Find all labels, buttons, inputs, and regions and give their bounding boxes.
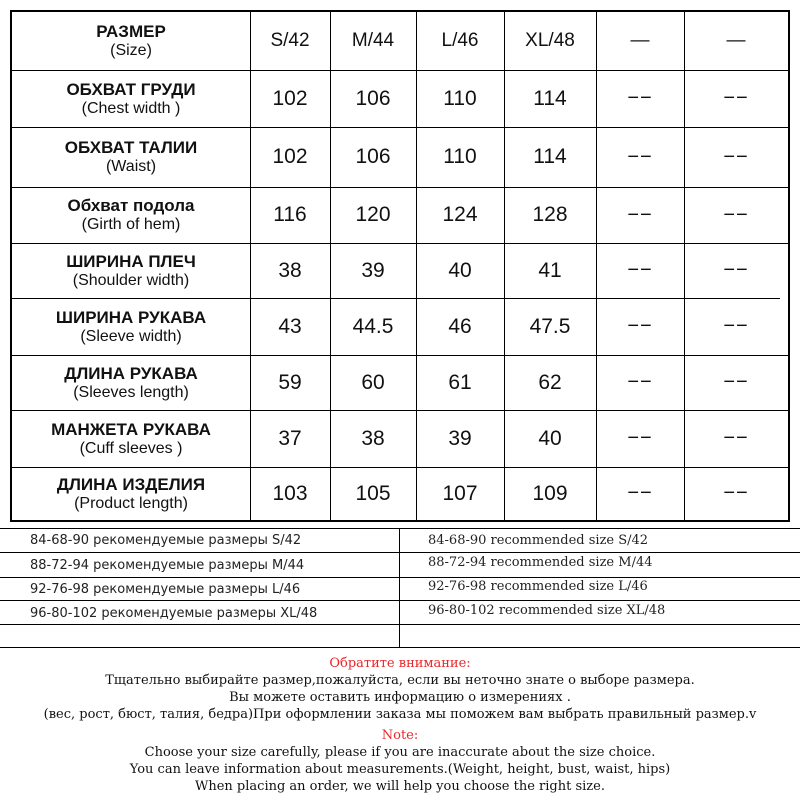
size-header-cell: M/44 (351, 30, 395, 51)
grid-line (0, 647, 800, 648)
size-header-row (12, 12, 788, 70)
row-label (12, 70, 250, 127)
table-cell: 61 (448, 370, 472, 394)
table-cell: 114 (533, 86, 567, 110)
label-en: (Size) (110, 42, 152, 59)
grid-line (0, 528, 800, 529)
table-row (12, 410, 788, 467)
recommendation-ru: 92-76-98 рекомендуемые размеры L/46 (30, 582, 301, 597)
row-label (12, 410, 250, 467)
grid-line (0, 552, 800, 553)
recommended-size-table (0, 528, 800, 648)
grid-line (0, 600, 800, 601)
note-line: When placing an order, we will help you choose the right size. (195, 779, 605, 794)
table-cell: −− (723, 259, 749, 281)
table-cell: 102 (272, 145, 308, 168)
label-ru: ШИРИНА РУКАВА (55, 307, 207, 327)
recommendation-en: 96-80-102 recommended size XL/48 (428, 603, 666, 618)
label-ru: ДЛИНА РУКАВА (64, 363, 198, 383)
table-cell: −− (627, 145, 653, 168)
table-cell: 38 (361, 426, 385, 450)
table-cell: −− (627, 87, 653, 109)
label-en: (Chest width ) (81, 99, 181, 117)
row-label (12, 127, 250, 187)
table-row (12, 298, 788, 355)
table-cell: −− (627, 259, 653, 281)
table-cell: 106 (355, 86, 391, 110)
label-en: (Waist) (105, 158, 157, 175)
size-header-cell: — (726, 30, 746, 51)
table-cell: 110 (443, 86, 477, 110)
note-line: Choose your size carefully, please if you are inaccurate about the size choice. (144, 745, 656, 760)
table-cell: −− (723, 315, 749, 337)
size-header-cell: S/42 (270, 30, 310, 51)
recommendation-en: 92-76-98 recommended size L/46 (428, 579, 648, 594)
table-row (12, 467, 788, 520)
label-ru: МАНЖЕТА РУКАВА (51, 419, 211, 439)
note-line: Тщательно выбирайте размер,пожалуйста, если вы неточно знате о выборе размера. (105, 673, 695, 688)
label-en: (Sleeve width) (80, 327, 182, 345)
recommendation-ru: 84-68-90 рекомендуемые размеры S/42 (30, 533, 302, 548)
row-label (12, 298, 250, 355)
note-title-en: Note: (381, 728, 419, 743)
table-cell: 38 (278, 258, 302, 282)
note-line: Вы можете оставить информацию о измерениях . (229, 690, 571, 705)
label-ru: ОБХВАТ ГРУДИ (66, 79, 196, 99)
note-line: (вес, рост, бюст, талия, бедра)При оформлении заказа мы поможем вам выбрать правильный размер.v (43, 707, 757, 722)
table-row (12, 127, 788, 187)
table-row (12, 355, 788, 410)
table-row (12, 187, 788, 243)
table-cell: −− (723, 203, 749, 226)
table-cell: 40 (448, 258, 472, 282)
size-header-cell: — (630, 30, 650, 51)
grid-line (0, 624, 800, 625)
table-cell: 109 (532, 481, 568, 505)
table-cell: −− (723, 87, 749, 109)
label-en: (Product length) (74, 494, 188, 512)
row-label (12, 243, 250, 298)
table-cell: 114 (533, 145, 567, 168)
recommendation-en: 84-68-90 recommended size S/42 (428, 533, 649, 548)
table-row (12, 70, 788, 127)
table-cell: 44.5 (352, 314, 394, 338)
size-header-cell: XL/48 (525, 30, 575, 51)
label-ru: РАЗМЕР (96, 22, 166, 41)
table-cell: 102 (272, 86, 308, 110)
table-cell: 106 (355, 145, 391, 168)
note-title-ru: Обратите внимание: (329, 656, 471, 671)
label-en: (Girth of hem) (81, 216, 181, 233)
table-cell: 59 (278, 370, 302, 394)
table-cell: 116 (273, 203, 307, 226)
table-cell: −− (723, 145, 749, 168)
table-cell: 43 (278, 314, 302, 338)
table-cell: −− (627, 203, 653, 226)
recommendation-ru: 88-72-94 рекомендуемые размеры M/44 (30, 558, 305, 573)
label-en: (Sleeves length) (73, 383, 189, 401)
size-chart-table (10, 10, 790, 522)
size-header-label (12, 12, 250, 70)
table-cell: −− (723, 371, 749, 393)
label-ru: ОБХВАТ ТАЛИИ (64, 138, 198, 157)
table-cell: 39 (361, 258, 385, 282)
recommendation-en: 88-72-94 recommended size M/44 (428, 555, 653, 570)
table-cell: 40 (538, 426, 562, 450)
row-label (12, 187, 250, 243)
note-ru-block (0, 655, 800, 723)
table-cell: 46 (448, 314, 472, 338)
grid-line (0, 577, 800, 578)
table-cell: 103 (272, 481, 308, 505)
table-cell: 105 (355, 481, 391, 505)
table-cell: 128 (532, 203, 568, 226)
table-cell: 107 (442, 481, 478, 505)
table-cell: −− (627, 427, 653, 449)
table-cell: 60 (361, 370, 385, 394)
table-cell: 41 (538, 258, 562, 282)
table-cell: −− (627, 482, 653, 504)
label-ru: ДЛИНА ИЗДЕЛИЯ (56, 474, 206, 494)
table-cell: 39 (448, 426, 472, 450)
row-label (12, 467, 250, 520)
table-row (12, 243, 788, 298)
size-header-cell: L/46 (441, 30, 479, 51)
table-cell: −− (723, 482, 749, 504)
recommendation-ru: 96-80-102 рекомендуемые размеры XL/48 (30, 606, 318, 621)
table-cell: 62 (538, 370, 562, 394)
table-cell: 47.5 (529, 314, 571, 338)
label-en: (Cuff sleeves ) (79, 439, 183, 457)
label-en: (Shoulder width) (72, 271, 190, 289)
table-cell: −− (627, 371, 653, 393)
table-cell: −− (627, 315, 653, 337)
note-en-block (0, 727, 800, 795)
table-cell: 124 (442, 203, 478, 226)
row-label (12, 355, 250, 410)
table-cell: 110 (443, 145, 477, 168)
label-ru: ШИРИНА ПЛЕЧ (66, 251, 196, 271)
table-cell: 120 (355, 203, 391, 226)
table-cell: 37 (278, 426, 302, 450)
note-line: You can leave information about measurements.(Weight, height, bust, waist, hips) (129, 762, 671, 777)
grid-line (399, 528, 400, 648)
label-ru: Обхват подола (67, 196, 195, 215)
table-cell: −− (723, 427, 749, 449)
